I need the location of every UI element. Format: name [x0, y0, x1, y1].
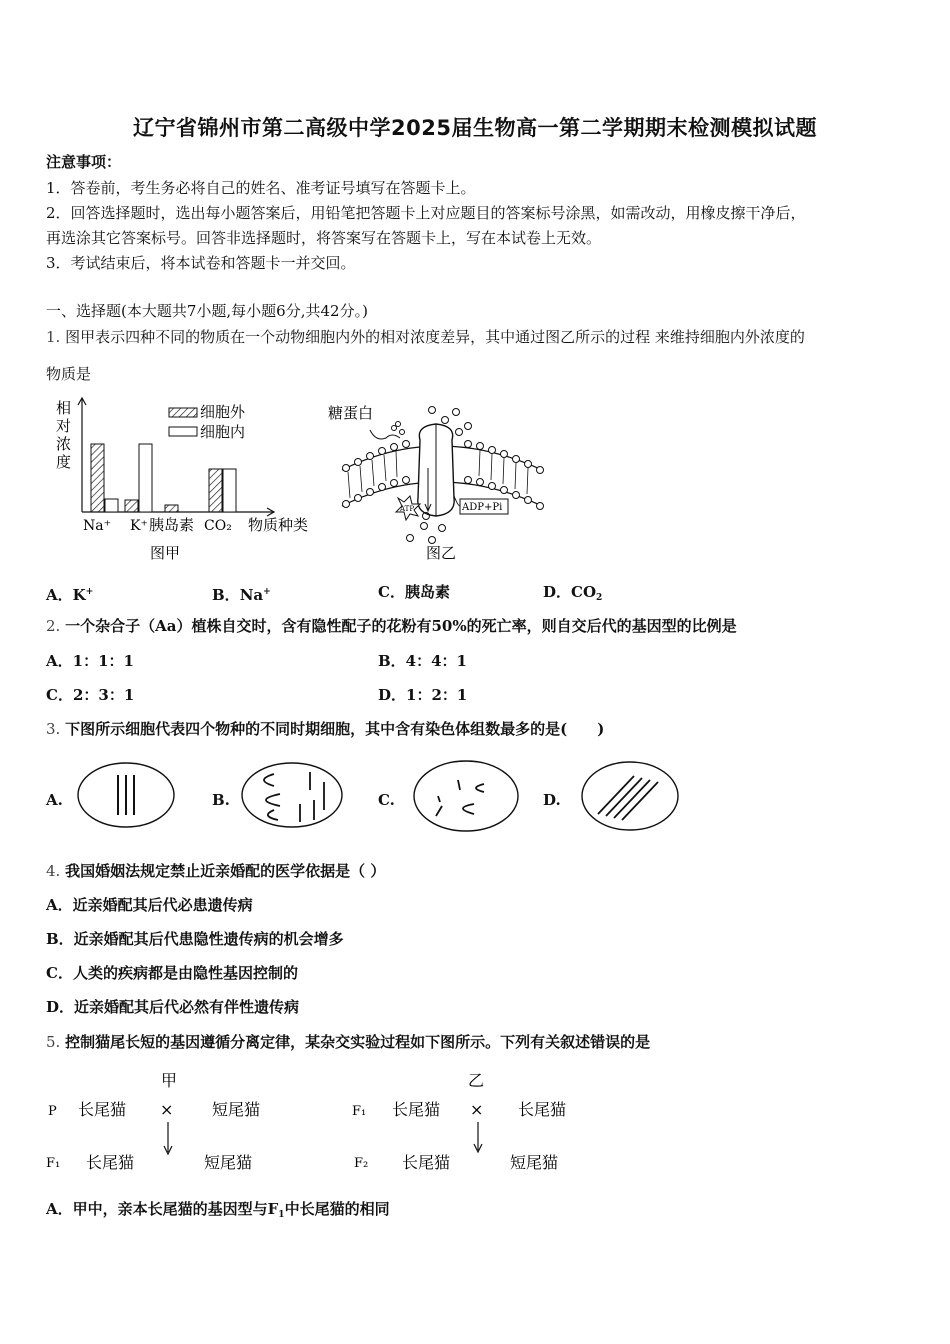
- notice-item: 再选涂其它答案标号。回答非选择题时，将答案写在答题卡上，写在本试卷上无效。: [46, 229, 602, 247]
- figure-caption: 图甲: [150, 544, 181, 562]
- option-b[interactable]: B.: [212, 791, 230, 809]
- cell-d-diagram: [578, 758, 682, 834]
- question-number: 2.: [46, 617, 61, 635]
- section-heading: 一、选择题(本大题共7小题,每小题6分,共42分。): [46, 302, 368, 320]
- option-b[interactable]: B．Na+: [212, 586, 271, 604]
- option-d[interactable]: D．$CO_2$: [543, 583, 603, 603]
- figure-b-membrane: [328, 398, 558, 568]
- question-3: [46, 719, 604, 739]
- bar-k-outside: [125, 500, 138, 512]
- option-d[interactable]: D．1：2：1: [378, 686, 468, 704]
- option-a[interactable]: A．K+: [46, 586, 94, 604]
- bar-co2-inside: [223, 469, 236, 512]
- generation-label: F₁: [352, 1104, 367, 1119]
- option-c[interactable]: C．人类的疾病都是由隐性基因控制的: [46, 964, 298, 982]
- cell-a-diagram: [76, 760, 178, 830]
- bar-insulin-outside: [165, 505, 178, 512]
- question-number: 1.: [46, 328, 61, 346]
- offspring-label: 短尾猫: [204, 1153, 253, 1172]
- question-text: 我国婚姻法规定禁止近亲婚配的医学依据是（ ）: [65, 862, 386, 880]
- option-d[interactable]: D.: [543, 791, 561, 809]
- parent-label: 短尾猫: [212, 1100, 261, 1119]
- cell-b-diagram: [240, 760, 344, 830]
- question-text: 下图所示细胞代表四个物种的不同时期细胞，其中含有染色体组数最多的是( ): [65, 720, 605, 738]
- atp-label: ATP: [400, 505, 415, 513]
- offspring-label: 长尾猫: [86, 1153, 135, 1172]
- y-label-char: 对: [56, 417, 72, 435]
- figure-caption: 图乙: [426, 544, 457, 562]
- question-number: 4.: [46, 862, 61, 880]
- option-c[interactable]: C.: [378, 791, 395, 809]
- question-text: 控制猫尾长短的基因遵循分离定律，某杂交实验过程如下图所示。下列有关叙述错误的是: [65, 1033, 651, 1051]
- option-a[interactable]: A．近亲婚配其后代必患遗传病: [46, 896, 253, 914]
- generation-label: F₁: [46, 1156, 61, 1171]
- adp-label: ADP+Pi: [462, 502, 503, 513]
- question-4: [46, 861, 385, 881]
- x-tick-label: CO₂: [204, 518, 232, 534]
- cross-symbol: ×: [160, 1100, 174, 1119]
- option-a[interactable]: A．1：1：1: [46, 652, 134, 670]
- notice-item: 2．回答选择题时，选出每小题答案后，用铅笔把答题卡上对应题目的答案标号涂黑，如需改动，用橡皮擦干净后，: [46, 204, 806, 222]
- cross-diagram: [40, 1062, 600, 1182]
- question-text-cont: 物质是: [46, 365, 92, 383]
- question-1: [46, 327, 805, 347]
- notice-item: 3．考试结束后，将本试卷和答题卡一并交回。: [46, 254, 356, 272]
- question-5: [46, 1032, 650, 1052]
- option-a[interactable]: A．甲中，亲本长尾猫的基因型与$F_1$中长尾猫的相同: [46, 1200, 390, 1220]
- option-b[interactable]: B．近亲婚配其后代患隐性遗传病的机会增多: [46, 930, 344, 948]
- x-axis-label: 物质种类: [248, 516, 309, 534]
- notice-item: 1．答卷前，考生务必将自己的姓名、准考证号填写在答题卡上。: [46, 179, 476, 197]
- bar-na-inside: [105, 499, 118, 512]
- x-tick-label: K⁺: [130, 518, 148, 534]
- offspring-label: 短尾猫: [510, 1153, 559, 1172]
- question-text: 图甲表示四种不同的物质在一个动物细胞内外的相对浓度差异，其中通过图乙所示的过程 来维持细胞内外浓度的: [65, 328, 805, 346]
- generation-label: P: [48, 1104, 57, 1119]
- cross-b-label: 乙: [468, 1071, 485, 1090]
- y-label-char: 度: [56, 453, 72, 471]
- figure-a-bar-chart: [52, 395, 332, 570]
- question-2: [46, 616, 737, 636]
- generation-label: F₂: [354, 1156, 369, 1171]
- option-b[interactable]: B．4：4：1: [378, 652, 467, 670]
- question-number: 5.: [46, 1033, 61, 1051]
- option-d[interactable]: D．近亲婚配其后代必然有伴性遗传病: [46, 998, 300, 1016]
- parent-label: 长尾猫: [518, 1100, 567, 1119]
- legend-swatch-outside: [169, 408, 197, 417]
- bar-co2-outside: [209, 469, 222, 512]
- notice-heading: 注意事项：: [46, 153, 122, 171]
- parent-label: 长尾猫: [78, 1100, 127, 1119]
- option-c[interactable]: C．胰岛素: [378, 583, 450, 601]
- cross-symbol: ×: [470, 1100, 484, 1119]
- legend-inside: 细胞内: [200, 423, 246, 441]
- x-tick-label: Na⁺: [83, 518, 111, 534]
- glycoprotein-label: 糖蛋白: [328, 404, 374, 422]
- parent-label: 长尾猫: [392, 1100, 441, 1119]
- cell-c-diagram: [412, 758, 520, 834]
- question-text: 一个杂合子（Aa）植株自交时，含有隐性配子的花粉有50%的死亡率，则自交后代的基因型的比例是: [65, 617, 737, 635]
- x-tick-label: 胰岛素: [149, 516, 195, 534]
- offspring-label: 长尾猫: [402, 1153, 451, 1172]
- bar-k-inside: [139, 444, 152, 512]
- page-title: 辽宁省锦州市第二高级中学2025届生物高一第二学期期末检测模拟试题: [133, 116, 817, 140]
- bar-na-outside: [91, 444, 104, 512]
- y-label-char: 浓: [56, 435, 72, 453]
- option-c[interactable]: C．2：3：1: [46, 686, 135, 704]
- y-label-char: 相: [56, 399, 72, 417]
- legend-outside: 细胞外: [200, 403, 246, 421]
- option-a[interactable]: A.: [46, 791, 63, 809]
- cross-a-label: 甲: [161, 1071, 178, 1090]
- legend-swatch-inside: [169, 427, 197, 436]
- question-number: 3.: [46, 720, 61, 738]
